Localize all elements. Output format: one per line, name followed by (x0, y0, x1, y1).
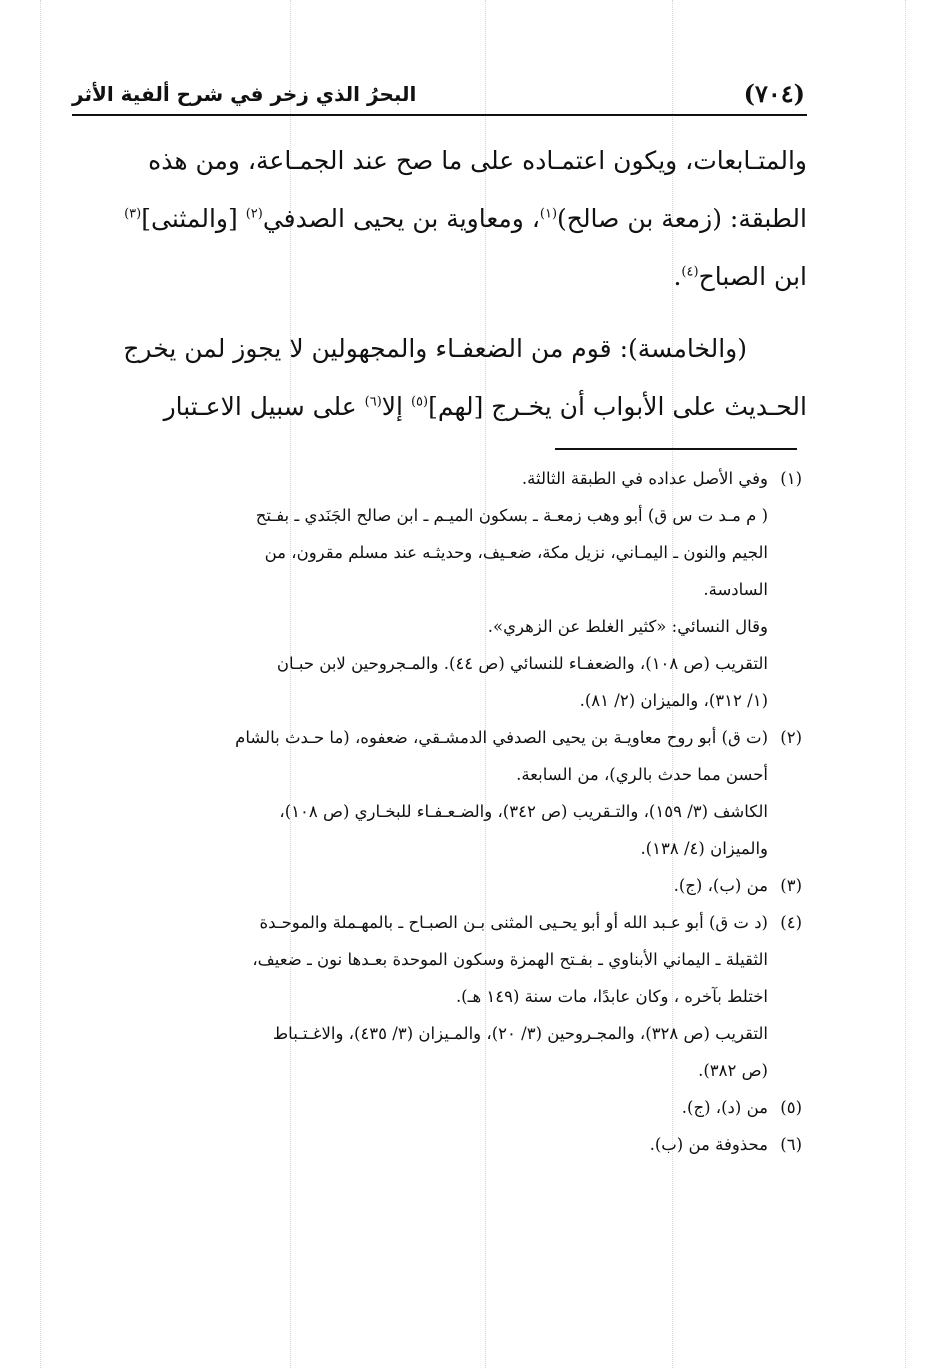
footnote-line: محذوفة من (ب). (649, 1135, 768, 1154)
footnote-line: التقريب (ص ٣٢٨)، والمجـروحين (٣/ ٢٠)، والمـيزان (٣/ ٤٣٥)، والاغـتـباط (272, 1024, 768, 1043)
text-line: الحـديث على الأبواب أن يخـرج [لهم] (428, 392, 807, 421)
scan-artifact-line (905, 0, 906, 1368)
footnote-line: وفي الأصل عداده في الطبقة الثالثة. (521, 469, 768, 488)
text-line: ، ومعاوية بن يحيى الصدفي (262, 204, 540, 233)
footnote-line: الكاشف (٣/ ١٥٩)، والتـقريب (ص ٣٤٢)، والضـعـفـاء للبخـاري (ص ١٠٨)، (279, 802, 768, 821)
text-line: [والمثنى] (141, 204, 246, 233)
text-line: إلا (381, 392, 411, 421)
footnote (80, 1089, 802, 1126)
footnote-line: وقال النسائي: «كثير الغلط عن الزهري». (487, 617, 768, 636)
footnote (80, 867, 802, 904)
text-line: . (673, 262, 682, 291)
footnote-number: (٦) (780, 1135, 802, 1154)
footnote-line: الثقيلة ـ اليماني الأبناوي ـ بفـتح الهمزة وسكون الموحدة بعـدها نون ـ ضعيف، (252, 950, 768, 969)
footnote (80, 904, 802, 1089)
footnote-line: التقريب (ص ١٠٨)، والضعفـاء للنسائي (ص ٤٤). والمـجروحين لابن حبـان (276, 654, 768, 673)
footnote-line: والميزان (٤/ ١٣٨). (640, 839, 768, 858)
main-text (72, 132, 807, 436)
footnote (80, 1126, 802, 1163)
footnote-marker: (٤) (681, 264, 699, 280)
footnote-marker: (٦) (364, 394, 382, 410)
running-header (72, 74, 807, 116)
footnote-number: (٢) (780, 728, 802, 747)
text-line: على سبيل الاعـتبار (163, 392, 365, 421)
footnote (80, 460, 802, 719)
book-title: البحرُ الذي زخر في شرح ألفية الأثر (72, 82, 417, 106)
footnote-line: السادسة. (703, 580, 768, 599)
footnote-separator (555, 448, 797, 450)
footnote-line: من (ب)، (ج). (673, 876, 768, 895)
footnote-number: (٥) (780, 1098, 802, 1117)
footnote-line: اختلط بآخره ، وكان عابدًا، مات سنة (١٤٩ هـ). (455, 987, 768, 1006)
page-number: (٧٠٤) (743, 79, 805, 108)
footnote-number: (١) (780, 469, 802, 488)
footnote-marker: (١) (539, 206, 558, 222)
footnote-marker: (٥) (410, 394, 429, 410)
footnote-marker: (٣) (124, 206, 142, 222)
text-line: (والخامسة): قوم من الضعفـاء والمجهولين لا يجوز لمن يخرج (123, 334, 747, 363)
text-line: الطبقة: (زمعة بن صالح) (557, 204, 807, 233)
footnote (80, 719, 802, 867)
footnote-number: (٣) (780, 876, 802, 895)
footnote-line: (د ت ق) أبو عـبد الله أو أبو يحـيى المثنى بـن الصبـاح ـ بالمهـملة والموحـدة (259, 913, 768, 932)
paragraph-1 (72, 132, 807, 306)
footnote-line: الجيم والنون ـ اليمـاني، نزيل مكة، ضعـيف، وحديثـه عند مسلم مقرون، من (264, 543, 768, 562)
text-line: والمتـابعات، ويكون اعتمـاده على ما صح عند الجمـاعة، ومن هذه (148, 146, 807, 175)
footnotes (80, 460, 802, 1163)
scan-artifact-line (40, 0, 41, 1368)
footnote-number: (٤) (780, 913, 802, 932)
footnote-line: أحسن مما حدث بالري)، من السابعة. (516, 765, 768, 784)
footnote-line: (ت ق) أبو روح معاويـة بن يحيى الصدفي الدمشـقي، ضعفوه، (ما حـدث بالشام (235, 728, 768, 747)
footnote-marker: (٢) (245, 206, 263, 222)
footnote-line: (١/ ٣١٢)، والميزان (٢/ ٨١). (579, 691, 768, 710)
footnote-line: (ص ٣٨٢). (698, 1061, 768, 1080)
paragraph-2 (72, 320, 807, 436)
footnote-line: من (د)، (ج). (681, 1098, 768, 1117)
text-line: ابن الصباح (698, 262, 807, 291)
footnote-line: ( م مـد ت س ق) أبو وهب زمعـة ـ بسكون الميـم ـ ابن صالح الجَنَدي ـ بفـتح (255, 506, 768, 525)
